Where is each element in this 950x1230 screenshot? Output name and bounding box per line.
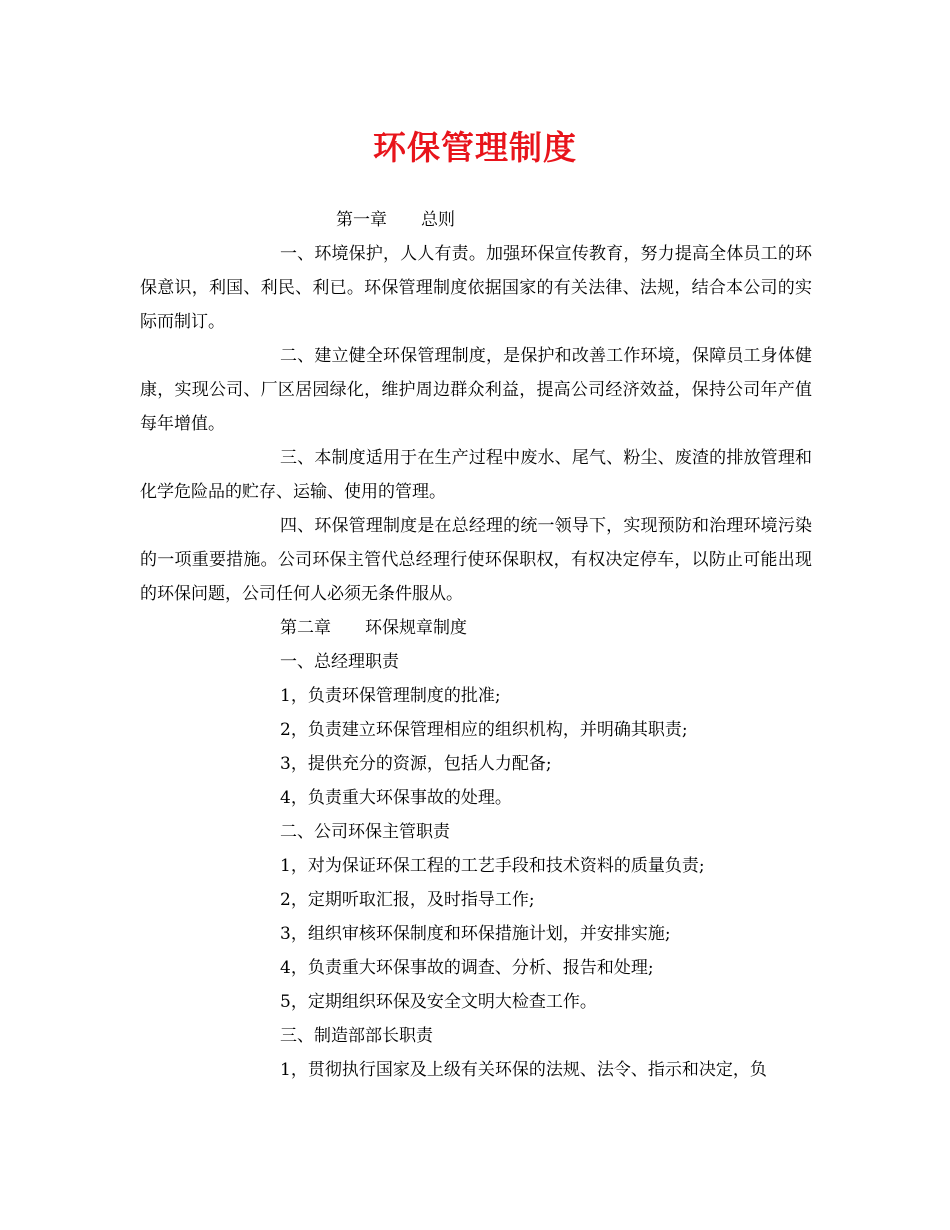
document-body xyxy=(140,203,812,1087)
list-item: 1，对为保证环保工程的工艺手段和技术资料的质量负责; xyxy=(280,856,705,876)
paragraph-3: 三、本制度适用于在生产过程中废水、尾气、粉尘、废渣的排放管理和化学危险品的贮存、运输、使用的管理。 xyxy=(140,448,812,502)
list-item: 1，负责环保管理制度的批准; xyxy=(280,686,501,706)
document-title: 环保管理制度 xyxy=(373,128,577,167)
list-item: 2，定期听取汇报，及时指导工作; xyxy=(280,890,535,910)
chapter-2-heading: 第二章 环保规章制度 xyxy=(280,618,467,638)
paragraph-4: 四、环保管理制度是在总经理的统一领导下，实现预防和治理环境污染的一项重要措施。公司环保主管代总经理行使环保职权，有权决定停车，以防止可能出现的环保问题，公司任何人必须无条件服从。 xyxy=(140,516,812,604)
list-item: 2，负责建立环保管理相应的组织机构，并明确其职责; xyxy=(280,720,688,740)
list-item: 4，负责重大环保事故的调查、分析、报告和处理; xyxy=(280,958,654,978)
paragraph-2: 二、建立健全环保管理制度，是保护和改善工作环境，保障员工身体健康，实现公司、厂区居园绿化，维护周边群众利益，提高公司经济效益，保持公司年产值每年增值。 xyxy=(140,346,812,434)
section-2-heading: 二、公司环保主管职责 xyxy=(280,822,450,842)
list-item: 3，提供充分的资源，包括人力配备; xyxy=(280,754,552,774)
section-3-heading: 三、制造部部长职责 xyxy=(280,1026,433,1046)
list-item: 4，负责重大环保事故的处理。 xyxy=(280,788,512,808)
chapter-1-heading: 第一章 总则 xyxy=(336,210,455,230)
list-item: 3，组织审核环保制度和环保措施计划，并安排实施; xyxy=(280,924,671,944)
paragraph-1: 一、环境保护，人人有责。加强环保宣传教育，努力提高全体员工的环保意识，利国、利民、利已。环保管理制度依据国家的有关法律、法规，结合本公司的实际而制订。 xyxy=(140,244,812,332)
list-item: 5，定期组织环保及安全文明大检查工作。 xyxy=(280,992,597,1012)
section-1-heading: 一、总经理职责 xyxy=(280,652,399,672)
list-item: 1，贯彻执行国家及上级有关环保的法规、法令、指示和决定，负 xyxy=(280,1060,767,1080)
